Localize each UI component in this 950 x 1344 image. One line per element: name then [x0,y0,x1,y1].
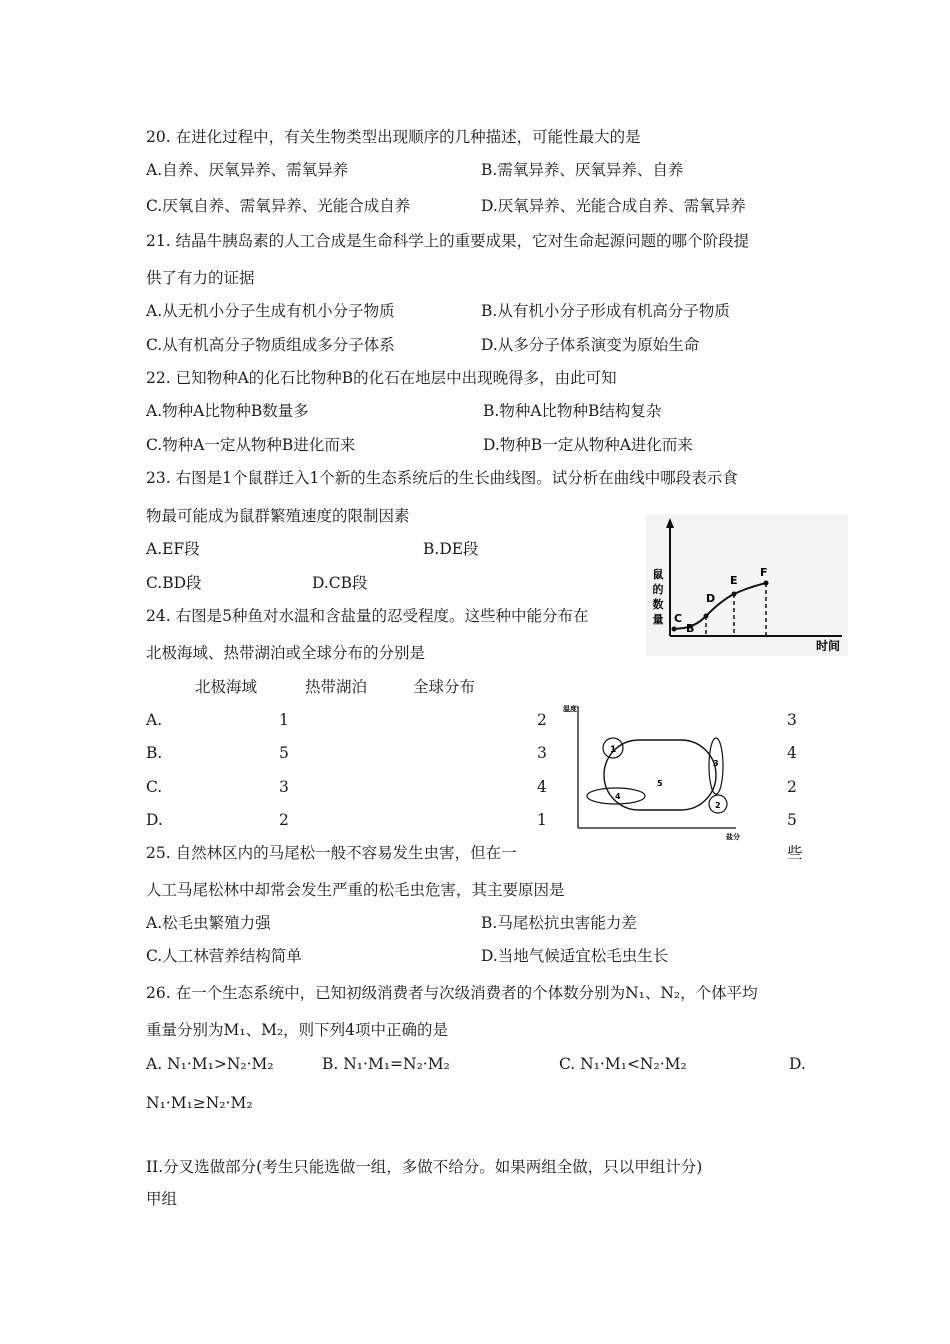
q23-growth-curve-figure [646,514,848,656]
q26-option-b: B. N₁·M₁=N₂·M₂ [322,1055,450,1073]
q23-ylabel-char-3: 数 [652,598,664,611]
q24-row-c-v2: 4 [537,778,547,796]
q26-option-d: D. [789,1055,806,1073]
q26-stem-line1: 26. 在一个生态系统中，已知初级消费者与次级消费者的个体数分别为N₁、N₂，个体平均 [146,984,758,1002]
q23-point-d: D [706,592,716,605]
q25-option-d: D.当地气候适宜松毛虫生长 [481,947,669,965]
q23-stem-line1: 23. 右图是1个鼠群迁入1个新的生态系统后的生长曲线图。试分析在曲线中哪段表示食 [146,469,738,487]
q24-row-c-v3: 2 [787,778,797,796]
q24-header-arctic: 北极海域 [195,678,258,696]
q25-stem-line1a: 25. 自然林区内的马尾松一般不容易发生虫害，但在一 [146,844,517,862]
q24-row-a-v3: 3 [787,711,797,729]
q24-stem-line1: 24. 右图是5种鱼对水温和含盐量的忍受程度。这些种中能分布在 [146,607,589,625]
q24-region-1: 1 [610,745,617,755]
q24-row-b-label: B. [146,744,163,762]
q23-point-b: B [686,622,695,635]
q23-option-d: D.CB段 [312,574,368,592]
q22-option-c: C.物种A一定从物种B进化而来 [146,436,356,454]
q21-stem-line1: 21. 结晶牛胰岛素的人工合成是生命科学上的重要成果，它对生命起源问题的哪个阶段提 [146,232,750,250]
q23-ylabel-char-1: 鼠 [652,568,664,581]
q25-option-c: C.人工林营养结构简单 [146,947,302,965]
q21-option-b: B.从有机小分子形成有机高分子物质 [481,302,730,320]
q24-row-b-v1: 5 [279,744,289,762]
q23-ylabel-char-4: 量 [652,613,664,626]
q22-option-a: A.物种A比物种B数量多 [146,402,309,420]
q22-option-b: B.物种A比物种B结构复杂 [483,402,662,420]
q24-row-a-label: A. [146,711,163,729]
q24-row-a-v1: 1 [279,711,289,729]
q26-option-c: C. N₁·M₁<N₂·M₂ [559,1055,687,1073]
q24-row-b-v2: 3 [537,744,547,762]
q25-option-b: B.马尾松抗虫害能力差 [481,914,637,932]
q24-header-global: 全球分布 [413,678,476,696]
q24-row-c-label: C. [146,778,163,796]
q24-row-d-v2: 1 [537,811,547,829]
q24-region-5: 5 [657,779,663,788]
q21-option-a: A.从无机小分子生成有机小分子物质 [146,302,395,320]
q23-point-f: F [760,566,768,579]
q25-option-a: A.松毛虫繁殖力强 [146,914,271,932]
q24-row-a-v2: 2 [537,711,547,729]
q24-ylabel: 温度 [563,705,577,713]
q23-point-c: C [674,612,683,625]
q26-option-a: A. N₁·M₁>N₂·M₂ [146,1055,274,1073]
q23-option-c: C.BD段 [146,574,202,592]
q24-row-d-v3: 5 [787,811,797,829]
q23-ylabel-char-2: 的 [652,583,664,596]
q24-region-2: 2 [715,801,721,810]
q24-row-c-v1: 3 [279,778,289,796]
q20-option-c: C.厌氧自养、需氧异养、光能合成自养 [146,197,411,215]
section-heading: II.分叉选做部分(考生只能选做一组，多做不给分。如果两组全做，只以甲组计分) [146,1158,703,1176]
q24-xlabel: 盐分 [726,833,740,841]
q24-region-4: 4 [615,792,621,801]
q24-stem-line2: 北极海域、热带湖泊或全球分布的分别是 [146,644,426,662]
q22-stem: 22. 已知物种A的化石比物种B的化石在地层中出现晚得多，由此可知 [146,369,617,387]
q20-option-d: D.厌氧异养、光能合成自养、需氧异养 [481,197,746,215]
q21-option-d: D.从多分子体系演变为原始生命 [481,336,700,354]
q26-option-d-formula: N₁·M₁≥N₂·M₂ [146,1094,253,1112]
q23-option-a: A.EF段 [146,540,200,558]
q24-tolerance-figure [560,700,750,845]
q20-option-a: A.自养、厌氧异养、需氧异养 [146,161,349,179]
group-jia-heading: 甲组 [146,1190,178,1208]
q22-option-d: D.物种B一定从物种A进化而来 [483,436,693,454]
q24-region-3: 3 [713,759,719,768]
q24-header-tropical: 热带湖泊 [305,678,368,696]
q20-option-b: B.需氧异养、厌氧异养、自养 [481,161,684,179]
q25-stem-line1b: 些 [787,844,803,862]
q25-stem-line2: 人工马尾松林中却常会发生严重的松毛虫危害，其主要原因是 [146,881,565,899]
q23-option-b: B.DE段 [423,540,479,558]
q20-stem: 20. 在进化过程中，有关生物类型出现顺序的几种描述，可能性最大的是 [146,128,641,146]
q24-row-d-v1: 2 [279,811,289,829]
q23-xlabel: 时间 [816,639,841,653]
q26-stem-line2: 重量分别为M₁、M₂，则下列4项中正确的是 [146,1021,449,1039]
q21-stem-line2: 供了有力的证据 [146,269,255,287]
q23-point-e: E [730,574,738,587]
q23-stem-line2: 物最可能成为鼠群繁殖速度的限制因素 [146,507,410,525]
q24-row-b-v3: 4 [787,744,797,762]
q21-option-c: C.从有机高分子物质组成多分子体系 [146,336,395,354]
q24-row-d-label: D. [146,811,163,829]
